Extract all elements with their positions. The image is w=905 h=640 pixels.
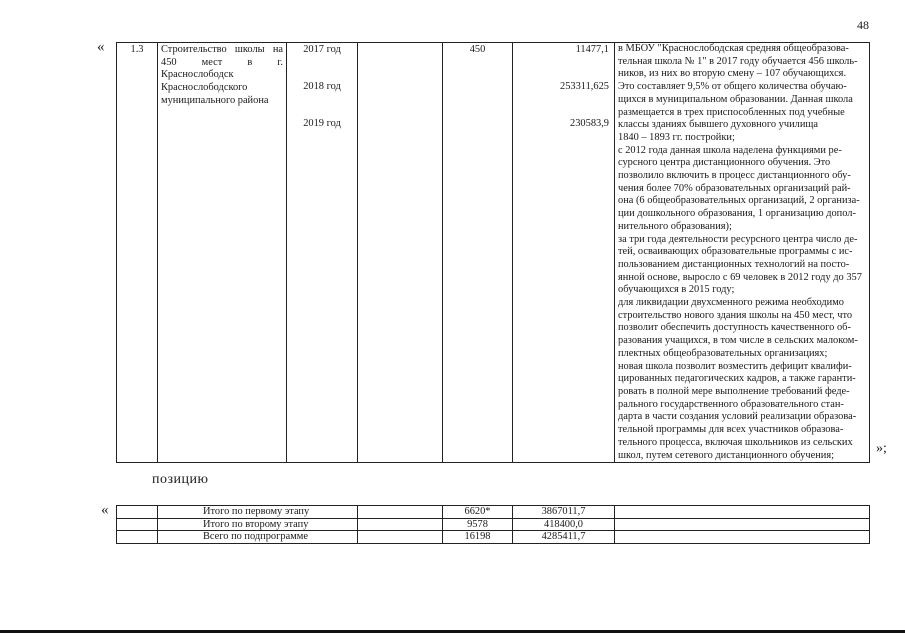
description-line: тельного процесса, включая школьников из сельских (618, 436, 853, 448)
description-line: в МБОУ "Краснослободская средняя общеобразова- (618, 43, 849, 54)
description-line: строительство нового здания школы на 450 мест, что (618, 309, 853, 321)
summary-amount: 418400,0 (513, 518, 615, 531)
year-2017: 2017 год (303, 44, 341, 55)
description-line: 1840 – 1893 гг. постройки; (618, 131, 735, 143)
description-line: школ, путем сетевого дистанционного обучения; (618, 449, 835, 461)
project-table (116, 42, 870, 463)
description-line: пользованием дистанционных технологий на посто- (618, 258, 850, 270)
description-line: новая школа позволит возместить дефицит квалифи- (618, 360, 852, 372)
empty-cell (615, 531, 870, 544)
description-line: ников, из них во вторую смену – 107 обучающихся. (618, 68, 847, 80)
summary-quantity: 6620* (443, 506, 513, 519)
amount-2017: 11477,1 (575, 44, 609, 55)
capacity-value: 450 (443, 43, 513, 463)
table-row (117, 506, 870, 519)
years-cell (287, 43, 358, 463)
description-line: янной основе, выросло с 69 человек в 2012 году до 357 (618, 271, 862, 283)
empty-cell (117, 506, 158, 519)
amounts-cell (513, 43, 615, 463)
table-row (117, 518, 870, 531)
description-line: тельная школа № 1" в 2017 году обучается 456 школь- (618, 55, 858, 67)
empty-cell (358, 43, 443, 463)
year-2018: 2018 год (303, 81, 341, 92)
opening-quote: « (97, 39, 105, 55)
row-number: 1.3 (117, 43, 158, 463)
table-row (117, 531, 870, 544)
description-line: тей, осваивающих образовательные программы с ис- (618, 246, 853, 258)
empty-cell (615, 506, 870, 519)
project-name: Строительство школы на 450 мест в г. Краснослободск Краснослободского муниципального района (158, 43, 287, 463)
amount-2019: 230583,9 (570, 118, 609, 129)
empty-cell (358, 531, 443, 544)
empty-cell (117, 518, 158, 531)
section-caption: позицию (152, 472, 209, 487)
summary-amount: 3867011,7 (513, 506, 615, 519)
description-line: ции дошкольного образования, 1 организацию допол- (618, 208, 856, 220)
table-row (117, 43, 870, 463)
description-line: ровать в полной мере выполнение требований феде- (618, 385, 850, 397)
description-line: рального государственного образовательного стан- (618, 398, 844, 410)
description-line: плектных общеобразовательных организациях; (618, 347, 828, 359)
description-line: классы зданиях бывшего духовного училища (618, 119, 819, 131)
summary-amount: 4285411,7 (513, 531, 615, 544)
empty-cell (358, 506, 443, 519)
description-line: нительного образования); (618, 220, 732, 232)
closing-quote: »; (876, 441, 887, 456)
description-line: щихся в муниципальном образовании. Данная школа (618, 93, 853, 105)
description-line: сурсного центра дистанционного обучения. Это (618, 157, 831, 169)
year-2019: 2019 год (303, 118, 341, 129)
page-bottom-border (0, 630, 905, 633)
description-line: позволило включить в процесс дистанционного обу- (618, 170, 851, 182)
description-line: для ликвидации двухсменного режима необходимо (618, 297, 844, 309)
description-line: обучающихся в 2015 году; (618, 284, 735, 296)
opening-quote: « (101, 502, 109, 518)
empty-cell (358, 518, 443, 531)
description-line: дарта в части создания условий реализации образова- (618, 411, 857, 423)
summary-label: Итого по второму этапу (158, 518, 358, 531)
description-cell (615, 43, 870, 463)
description-line: тельной программы для всех участников образова- (618, 424, 844, 436)
description-line: чения более 70% образовательных организаций рай- (618, 182, 851, 194)
description-line: разования учащихся, в том числе в сельских малоком- (618, 335, 858, 347)
summary-label: Итого по первому этапу (158, 506, 358, 519)
summary-table (116, 505, 870, 544)
summary-quantity: 9578 (443, 518, 513, 531)
summary-quantity: 16198 (443, 531, 513, 544)
description-line: за три года деятельности ресурсного центра число де- (618, 233, 858, 245)
description-line: цированных педагогических кадров, а также гаранти- (618, 373, 856, 385)
page-number: 48 (857, 18, 869, 32)
empty-cell (615, 518, 870, 531)
description-line: Это составляет 9,5% от общего количества обучаю- (618, 81, 847, 93)
description-line: позволит обеспечить доступность качественного об- (618, 322, 851, 334)
description-line: размещается в трех приспособленных под учебные (618, 106, 845, 118)
description-line: она (6 общеобразовательных организаций, 2 организа- (618, 195, 860, 207)
description-line: с 2012 года данная школа наделена функциями ре- (618, 144, 842, 156)
summary-label: Всего по подпрограмме (158, 531, 358, 544)
empty-cell (117, 531, 158, 544)
amount-2018: 253311,625 (560, 81, 609, 92)
